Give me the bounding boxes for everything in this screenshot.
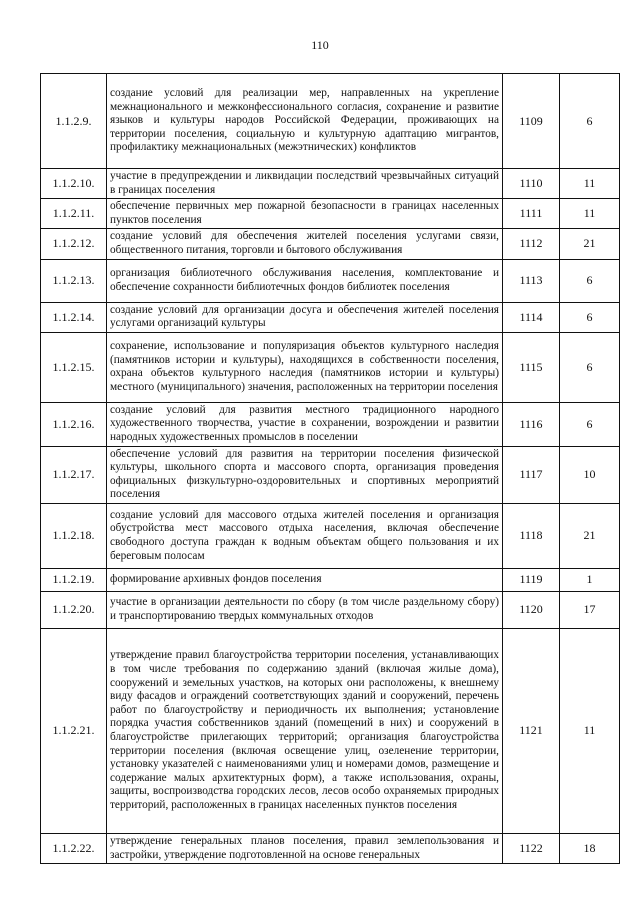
table-row	[41, 628, 620, 833]
row-description: создание условий для реализации мер, направленных на укрепление межнационального и межконфессионального согласия, сохранение и развитие языков и культуры народов Российской Федерации, проживающих на территории поселения, социальную и культурную адаптацию мигрантов, профилактику межнациональных (межэтнических) конфликтов	[107, 74, 503, 169]
row-description: участие в организации деятельности по сбору (в том числе раздельному сбору) и транспортированию твердых коммунальных отходов	[107, 591, 503, 628]
row-description: обеспечение первичных мер пожарной безопасности в границах населенных пунктов поселения	[107, 199, 503, 229]
functions-table	[40, 73, 620, 864]
row-code: 1.1.2.9.	[41, 74, 107, 169]
row-number: 1120	[503, 591, 560, 628]
row-number: 1113	[503, 259, 560, 302]
table-row	[41, 833, 620, 863]
row-code: 1.1.2.10.	[41, 169, 107, 199]
row-count: 11	[560, 169, 620, 199]
row-count: 6	[560, 402, 620, 446]
table-row	[41, 199, 620, 229]
row-number: 1116	[503, 402, 560, 446]
table-row	[41, 446, 620, 503]
row-count: 6	[560, 302, 620, 332]
row-number: 1114	[503, 302, 560, 332]
table-row	[41, 74, 620, 169]
row-number: 1115	[503, 332, 560, 402]
table-row	[41, 259, 620, 302]
row-count: 6	[560, 74, 620, 169]
row-code: 1.1.2.11.	[41, 199, 107, 229]
row-description: сохранение, использование и популяризация объектов культурного наследия (памятников истории и культуры), находящихся в собственности поселения, охрана объектов культурного наследия (памятников истории и культуры) местного (муниципального) значения, расположенных на территории поселения	[107, 332, 503, 402]
row-count: 18	[560, 833, 620, 863]
row-count: 6	[560, 259, 620, 302]
row-count: 11	[560, 199, 620, 229]
row-number: 1111	[503, 199, 560, 229]
table-row	[41, 229, 620, 259]
row-code: 1.1.2.16.	[41, 402, 107, 446]
row-description: формирование архивных фондов поселения	[107, 568, 503, 591]
row-description: создание условий для обеспечения жителей поселения услугами связи, общественного питания, торговли и бытового обслуживания	[107, 229, 503, 259]
row-description: обеспечение условий для развития на территории поселения физической культуры, школьного спорта и массового спорта, организация проведения официальных физкультурно-оздоровительных и спортивных мероприятий поселения	[107, 446, 503, 503]
row-code: 1.1.2.15.	[41, 332, 107, 402]
row-number: 1117	[503, 446, 560, 503]
row-code: 1.1.2.17.	[41, 446, 107, 503]
row-number: 1119	[503, 568, 560, 591]
row-description: утверждение правил благоустройства территории поселения, устанавливающих в том числе требования по содержанию зданий (включая жилые дома), сооружений и земельных участков, на которых они расположены, к внешнему виду фасадов и ограждений соответствующих зданий и сооружений, перечень работ по благоустройству и периодичность их выполнения; установление порядка участия собственников зданий (помещений в них) и сооружений в благоустройстве прилегающих территорий; организация благоустройства территории поселения (включая освещение улиц, озеленение территории, установку указателей с наименованиями улиц и номерами домов, размещение и содержание малых архитектурных форм), а также использования, охраны, защиты, воспроизводства городских лесов, лесов особо охраняемых природных территорий, расположенных в границах населенных пунктов поселения	[107, 628, 503, 833]
row-description: утверждение генеральных планов поселения, правил землепользования и застройки, утверждение подготовленной на основе генеральных	[107, 833, 503, 863]
row-description: создание условий для развития местного традиционного народного художественного творчества, участие в сохранении, возрождении и развитии народных художественных промыслов в поселении	[107, 402, 503, 446]
row-number: 1122	[503, 833, 560, 863]
row-code: 1.1.2.12.	[41, 229, 107, 259]
row-code: 1.1.2.14.	[41, 302, 107, 332]
row-count: 6	[560, 332, 620, 402]
row-number: 1118	[503, 503, 560, 568]
row-count: 1	[560, 568, 620, 591]
row-count: 11	[560, 628, 620, 833]
row-count: 21	[560, 503, 620, 568]
row-description: создание условий для массового отдыха жителей поселения и организация обустройства мест массового отдыха населения, включая обеспечение свободного доступа граждан к водным объектам общего пользования и их береговым полосам	[107, 503, 503, 568]
table-row	[41, 302, 620, 332]
row-count: 10	[560, 446, 620, 503]
row-description: организация библиотечного обслуживания населения, комплектование и обеспечение сохранности библиотечных фондов библиотек поселения	[107, 259, 503, 302]
row-description: участие в предупреждении и ликвидации последствий чрезвычайных ситуаций в границах поселения	[107, 169, 503, 199]
table-row	[41, 402, 620, 446]
row-code: 1.1.2.21.	[41, 628, 107, 833]
row-number: 1110	[503, 169, 560, 199]
table-row	[41, 591, 620, 628]
row-code: 1.1.2.19.	[41, 568, 107, 591]
table-body	[41, 74, 620, 864]
row-number: 1112	[503, 229, 560, 259]
table-row	[41, 568, 620, 591]
row-code: 1.1.2.18.	[41, 503, 107, 568]
row-code: 1.1.2.13.	[41, 259, 107, 302]
row-number: 1121	[503, 628, 560, 833]
page-number: 110	[311, 38, 329, 52]
row-count: 17	[560, 591, 620, 628]
row-description: создание условий для организации досуга и обеспечения жителей поселения услугами организаций культуры	[107, 302, 503, 332]
table-row	[41, 503, 620, 568]
row-count: 21	[560, 229, 620, 259]
row-code: 1.1.2.22.	[41, 833, 107, 863]
row-code: 1.1.2.20.	[41, 591, 107, 628]
table-row	[41, 332, 620, 402]
row-number: 1109	[503, 74, 560, 169]
table-row	[41, 169, 620, 199]
